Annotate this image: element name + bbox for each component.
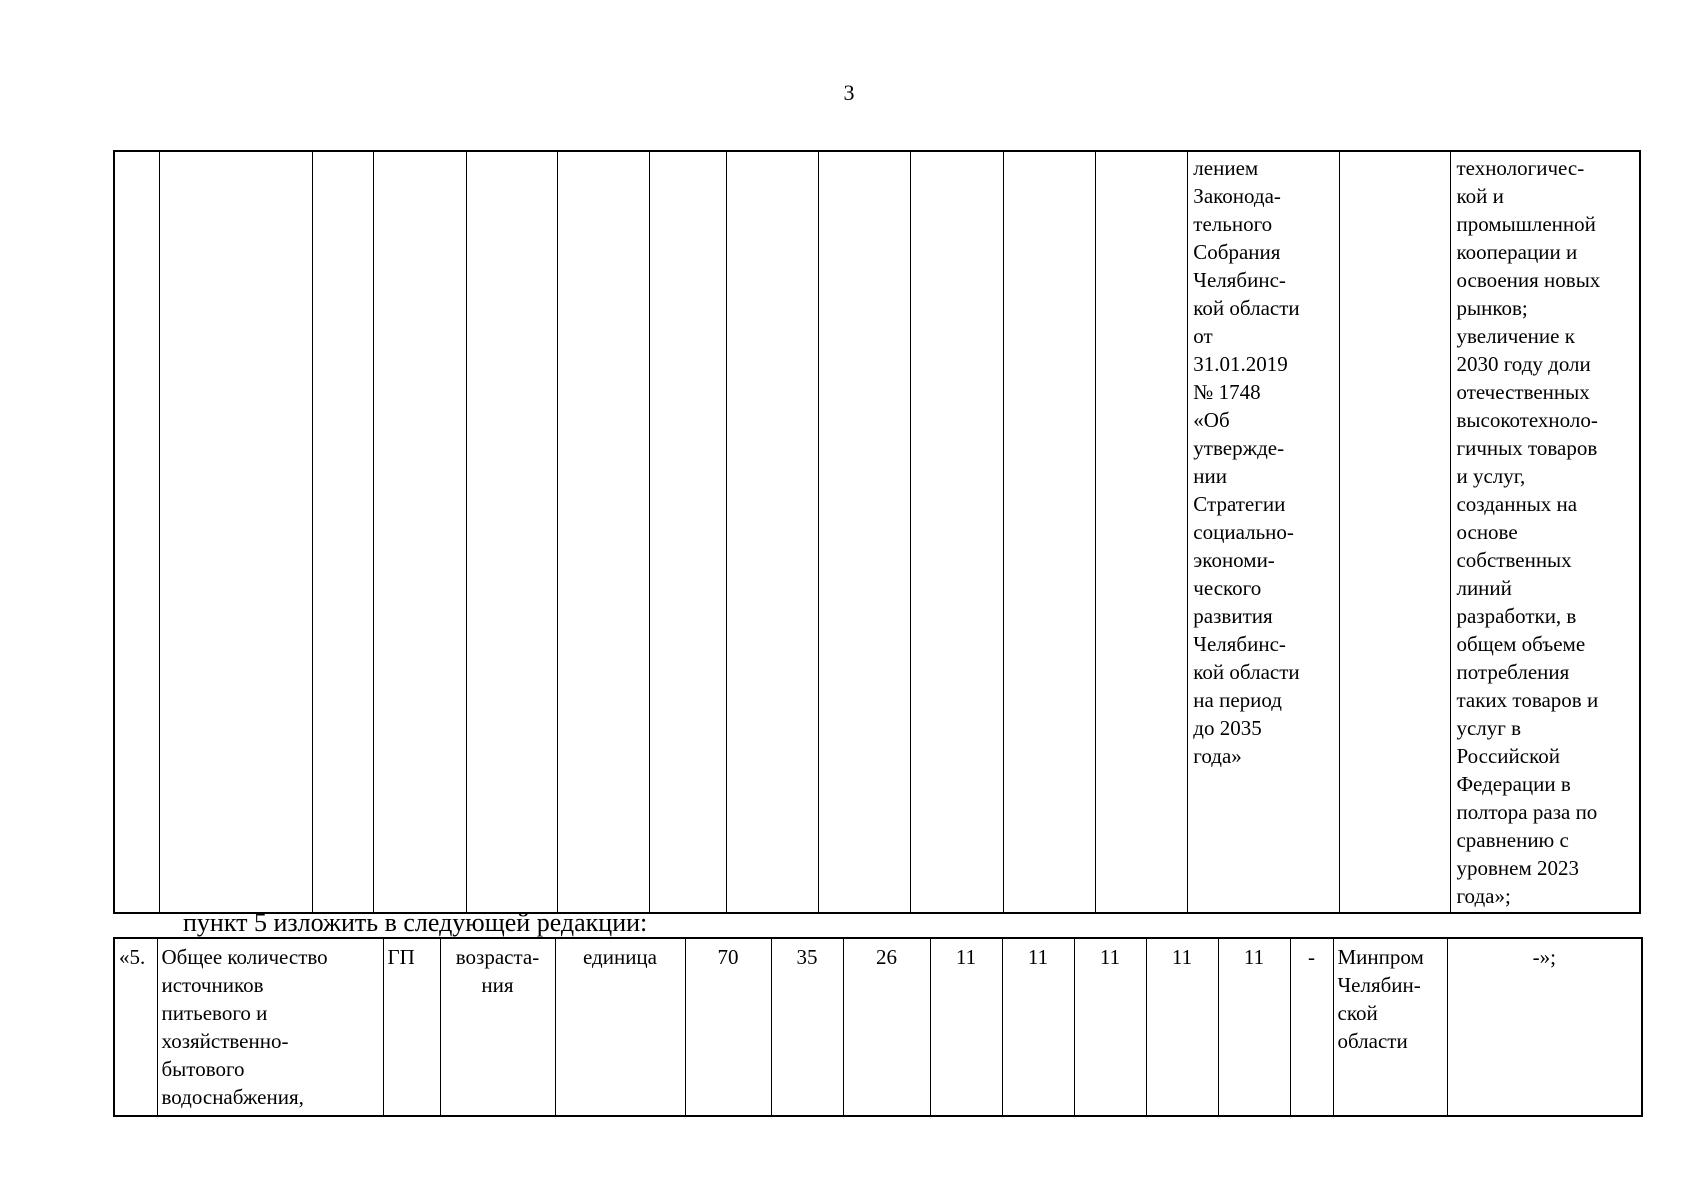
- table-cell: [160, 151, 313, 913]
- table-cell: [466, 151, 557, 913]
- table-cell: [374, 151, 466, 913]
- amendment-instruction: пункт 5 изложить в следующей редакции:: [183, 908, 648, 937]
- value-cell: 11: [1002, 938, 1074, 1116]
- value-cell: 11: [1218, 938, 1290, 1116]
- table-cell: [114, 151, 160, 913]
- trend-cell: возраста- ния: [440, 938, 555, 1116]
- value-cell: -: [1290, 938, 1333, 1116]
- table-cell: [1340, 151, 1451, 913]
- table-cell: [911, 151, 1003, 913]
- page-number: 3: [843, 80, 855, 105]
- table-cell: [726, 151, 818, 913]
- goal-description-cell: -»;: [1447, 938, 1642, 1116]
- table-cell: [312, 151, 374, 913]
- value-cell: 11: [930, 938, 1002, 1116]
- table-row: [114, 151, 1640, 913]
- table-cell: [1003, 151, 1095, 913]
- continuation-table: [113, 150, 1641, 914]
- table-cell: [1095, 151, 1187, 913]
- source-document-cell: лением Законода- тельного Собрания Челябинс- кой области от 31.01.2019 № 1748 «Об утвержде- нии Стратегии социально- экономи- ческого развития Челябинс- кой области на период до 2035 года»: [1188, 151, 1340, 913]
- table-row: [114, 938, 1642, 1116]
- row-number-cell: «5.: [114, 938, 157, 1116]
- value-cell: 70: [685, 938, 771, 1116]
- value-cell: 11: [1146, 938, 1218, 1116]
- table-cell: [819, 151, 911, 913]
- goal-description-cell: технологичес- кой и промышленной кооперации и освоения новых рынков; увеличение к 2030 году доли отечественных высокотехноло- гичных товаров и услуг, созданных на основе собственных линий разработки, в общем объеме потребления таких товаров и услуг в Российской Федерации в полтора раза по сравнению с уровнем 2023 года»;: [1451, 151, 1640, 913]
- table-cell: [558, 151, 650, 913]
- unit-cell: единица: [555, 938, 685, 1116]
- value-cell: 11: [1074, 938, 1146, 1116]
- indicator-name-cell: Общее количество источников питьевого и хозяйственно- бытового водоснабжения,: [157, 938, 383, 1116]
- indicator-type-cell: ГП: [383, 938, 440, 1116]
- value-cell: 26: [843, 938, 930, 1116]
- responsible-body-cell: Минпром Челябин- ской области: [1333, 938, 1447, 1116]
- value-cell: 35: [771, 938, 843, 1116]
- indicator-table: [113, 937, 1643, 1117]
- table-cell: [650, 151, 726, 913]
